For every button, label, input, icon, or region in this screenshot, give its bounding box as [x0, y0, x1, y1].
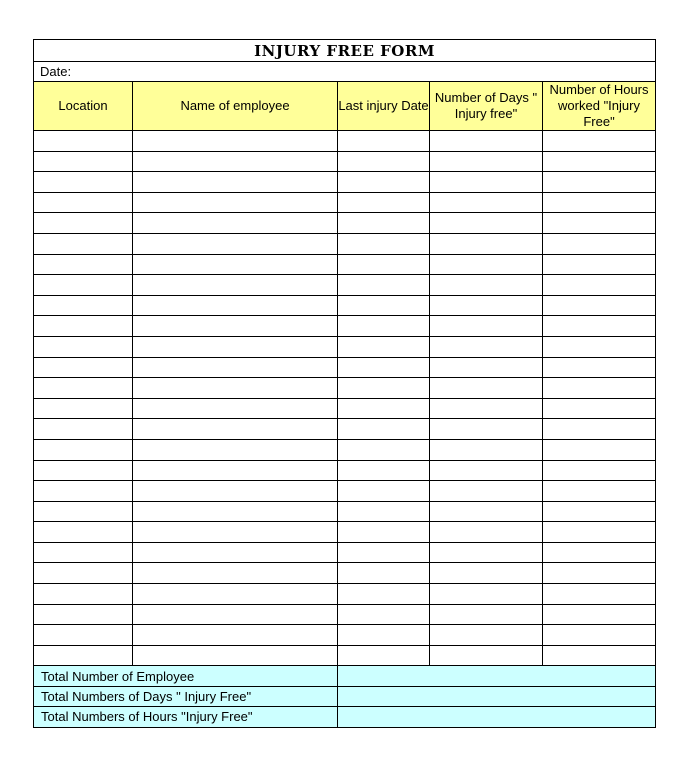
last-injury-date-cell[interactable] [338, 439, 430, 460]
hours-injury-free-cell[interactable] [543, 378, 656, 399]
table-row [34, 604, 656, 625]
total-employees-row [34, 666, 656, 686]
employee-name-cell[interactable] [133, 192, 338, 213]
hours-injury-free-cell[interactable] [543, 522, 656, 543]
table-row [34, 275, 656, 296]
column-header-employee-name: Name of employee [133, 82, 338, 131]
last-injury-date-cell[interactable] [338, 604, 430, 625]
location-cell[interactable] [34, 501, 133, 522]
total-days-injury-free-value[interactable] [338, 686, 656, 706]
employee-name-cell[interactable] [133, 131, 338, 152]
employee-name-cell[interactable] [133, 481, 338, 502]
days-injury-free-cell[interactable] [430, 295, 543, 316]
last-injury-date-cell[interactable] [338, 625, 430, 646]
table-row [34, 213, 656, 234]
days-injury-free-cell[interactable] [430, 131, 543, 152]
days-injury-free-cell[interactable] [430, 481, 543, 502]
hours-injury-free-cell[interactable] [543, 295, 656, 316]
days-injury-free-cell[interactable] [430, 584, 543, 605]
last-injury-date-cell[interactable] [338, 336, 430, 357]
days-injury-free-cell[interactable] [430, 542, 543, 563]
location-cell[interactable] [34, 151, 133, 172]
last-injury-date-cell[interactable] [338, 584, 430, 605]
column-header-last-injury-date: Last injury Date [338, 82, 430, 131]
days-injury-free-cell[interactable] [430, 378, 543, 399]
last-injury-date-cell[interactable] [338, 542, 430, 563]
hours-injury-free-cell[interactable] [543, 233, 656, 254]
hours-injury-free-cell[interactable] [543, 172, 656, 193]
last-injury-date-cell[interactable] [338, 151, 430, 172]
employee-name-cell[interactable] [133, 213, 338, 234]
table-row [34, 192, 656, 213]
table-row [34, 398, 656, 419]
hours-injury-free-cell[interactable] [543, 275, 656, 296]
last-injury-date-cell[interactable] [338, 481, 430, 502]
hours-injury-free-cell[interactable] [543, 645, 656, 666]
employee-name-cell[interactable] [133, 604, 338, 625]
location-cell[interactable] [34, 625, 133, 646]
hours-injury-free-cell[interactable] [543, 316, 656, 337]
last-injury-date-cell[interactable] [338, 357, 430, 378]
employee-name-cell[interactable] [133, 378, 338, 399]
employee-name-cell[interactable] [133, 233, 338, 254]
last-injury-date-cell[interactable] [338, 378, 430, 399]
table-row [34, 501, 656, 522]
employee-name-cell[interactable] [133, 316, 338, 337]
last-injury-date-cell[interactable] [338, 419, 430, 440]
total-days-injury-free-row [34, 686, 656, 706]
location-cell[interactable] [34, 481, 133, 502]
total-days-injury-free-label: Total Numbers of Days " Injury Free" [34, 686, 338, 706]
location-cell[interactable] [34, 192, 133, 213]
location-cell[interactable] [34, 398, 133, 419]
table-row [34, 439, 656, 460]
employee-name-cell[interactable] [133, 254, 338, 275]
table-row [34, 419, 656, 440]
total-hours-injury-free-value[interactable] [338, 707, 656, 727]
last-injury-date-cell[interactable] [338, 131, 430, 152]
hours-injury-free-cell[interactable] [543, 563, 656, 584]
location-cell[interactable] [34, 254, 133, 275]
days-injury-free-cell[interactable] [430, 645, 543, 666]
days-injury-free-cell[interactable] [430, 604, 543, 625]
last-injury-date-cell[interactable] [338, 316, 430, 337]
last-injury-date-cell[interactable] [338, 233, 430, 254]
days-injury-free-cell[interactable] [430, 501, 543, 522]
days-injury-free-cell[interactable] [430, 316, 543, 337]
form-title: INJURY FREE FORM [34, 40, 656, 62]
hours-injury-free-cell[interactable] [543, 357, 656, 378]
days-injury-free-cell[interactable] [430, 233, 543, 254]
location-cell[interactable] [34, 275, 133, 296]
table-row [34, 542, 656, 563]
last-injury-date-cell[interactable] [338, 563, 430, 584]
employee-name-cell[interactable] [133, 295, 338, 316]
table-row [34, 295, 656, 316]
last-injury-date-cell[interactable] [338, 501, 430, 522]
location-cell[interactable] [34, 645, 133, 666]
location-cell[interactable] [34, 378, 133, 399]
employee-name-cell[interactable] [133, 419, 338, 440]
employee-name-cell[interactable] [133, 625, 338, 646]
table-row [34, 625, 656, 646]
location-cell[interactable] [34, 336, 133, 357]
employee-name-cell[interactable] [133, 398, 338, 419]
employee-name-cell[interactable] [133, 357, 338, 378]
location-cell[interactable] [34, 316, 133, 337]
table-row [34, 563, 656, 584]
column-header-hours-injury-free: Number of Hours worked "Injury Free" [543, 82, 656, 131]
last-injury-date-cell[interactable] [338, 254, 430, 275]
days-injury-free-cell[interactable] [430, 398, 543, 419]
total-hours-injury-free-label: Total Numbers of Hours "Injury Free" [34, 707, 338, 727]
location-cell[interactable] [34, 213, 133, 234]
hours-injury-free-cell[interactable] [543, 501, 656, 522]
days-injury-free-cell[interactable] [430, 192, 543, 213]
employee-name-cell[interactable] [133, 460, 338, 481]
employee-name-cell[interactable] [133, 522, 338, 543]
employee-name-cell[interactable] [133, 542, 338, 563]
hours-injury-free-cell[interactable] [543, 625, 656, 646]
location-cell[interactable] [34, 357, 133, 378]
table-row [34, 254, 656, 275]
hours-injury-free-cell[interactable] [543, 439, 656, 460]
days-injury-free-cell[interactable] [430, 213, 543, 234]
location-cell[interactable] [34, 131, 133, 152]
last-injury-date-cell[interactable] [338, 645, 430, 666]
last-injury-date-cell[interactable] [338, 213, 430, 234]
table-row [34, 645, 656, 666]
employee-name-cell[interactable] [133, 336, 338, 357]
employee-name-cell[interactable] [133, 275, 338, 296]
total-hours-injury-free-row [34, 707, 656, 727]
employee-name-cell[interactable] [133, 151, 338, 172]
hours-injury-free-cell[interactable] [543, 584, 656, 605]
date-field[interactable] [34, 62, 656, 82]
table-row [34, 131, 656, 152]
location-cell[interactable] [34, 419, 133, 440]
days-injury-free-cell[interactable] [430, 419, 543, 440]
injury-free-form-table [33, 39, 656, 728]
hours-injury-free-cell[interactable] [543, 151, 656, 172]
last-injury-date-cell[interactable] [338, 398, 430, 419]
location-cell[interactable] [34, 522, 133, 543]
table-row [34, 233, 656, 254]
hours-injury-free-cell[interactable] [543, 460, 656, 481]
hours-injury-free-cell[interactable] [543, 604, 656, 625]
last-injury-date-cell[interactable] [338, 192, 430, 213]
last-injury-date-cell[interactable] [338, 275, 430, 296]
hours-injury-free-cell[interactable] [543, 131, 656, 152]
hours-injury-free-cell[interactable] [543, 192, 656, 213]
table-row [34, 172, 656, 193]
location-cell[interactable] [34, 584, 133, 605]
location-cell[interactable] [34, 563, 133, 584]
location-cell[interactable] [34, 542, 133, 563]
days-injury-free-cell[interactable] [430, 336, 543, 357]
days-injury-free-cell[interactable] [430, 275, 543, 296]
hours-injury-free-cell[interactable] [543, 398, 656, 419]
location-cell[interactable] [34, 295, 133, 316]
table-row [34, 336, 656, 357]
hours-injury-free-cell[interactable] [543, 336, 656, 357]
days-injury-free-cell[interactable] [430, 172, 543, 193]
hours-injury-free-cell[interactable] [543, 419, 656, 440]
last-injury-date-cell[interactable] [338, 172, 430, 193]
location-cell[interactable] [34, 439, 133, 460]
days-injury-free-cell[interactable] [430, 357, 543, 378]
employee-name-cell[interactable] [133, 584, 338, 605]
column-header-days-injury-free: Number of Days " Injury free" [430, 82, 543, 131]
location-cell[interactable] [34, 233, 133, 254]
employee-name-cell[interactable] [133, 172, 338, 193]
days-injury-free-cell[interactable] [430, 522, 543, 543]
table-row [34, 151, 656, 172]
table-row [34, 460, 656, 481]
table-row [34, 357, 656, 378]
employee-name-cell[interactable] [133, 501, 338, 522]
days-injury-free-cell[interactable] [430, 151, 543, 172]
total-employees-label: Total Number of Employee [34, 666, 338, 686]
location-cell[interactable] [34, 460, 133, 481]
days-injury-free-cell[interactable] [430, 563, 543, 584]
location-cell[interactable] [34, 172, 133, 193]
last-injury-date-cell[interactable] [338, 460, 430, 481]
days-injury-free-cell[interactable] [430, 254, 543, 275]
table-row [34, 522, 656, 543]
table-row [34, 584, 656, 605]
location-cell[interactable] [34, 604, 133, 625]
hours-injury-free-cell[interactable] [543, 481, 656, 502]
employee-name-cell[interactable] [133, 645, 338, 666]
employee-name-cell[interactable] [133, 439, 338, 460]
last-injury-date-cell[interactable] [338, 295, 430, 316]
total-employees-value[interactable] [338, 666, 656, 686]
days-injury-free-cell[interactable] [430, 460, 543, 481]
column-header-row [34, 82, 656, 131]
hours-injury-free-cell[interactable] [543, 542, 656, 563]
days-injury-free-cell[interactable] [430, 439, 543, 460]
hours-injury-free-cell[interactable] [543, 213, 656, 234]
last-injury-date-cell[interactable] [338, 522, 430, 543]
date-label: Date: [40, 64, 72, 79]
days-injury-free-cell[interactable] [430, 625, 543, 646]
table-row [34, 316, 656, 337]
table-row [34, 481, 656, 502]
hours-injury-free-cell[interactable] [543, 254, 656, 275]
column-header-location: Location [34, 82, 133, 131]
employee-name-cell[interactable] [133, 563, 338, 584]
table-row [34, 378, 656, 399]
